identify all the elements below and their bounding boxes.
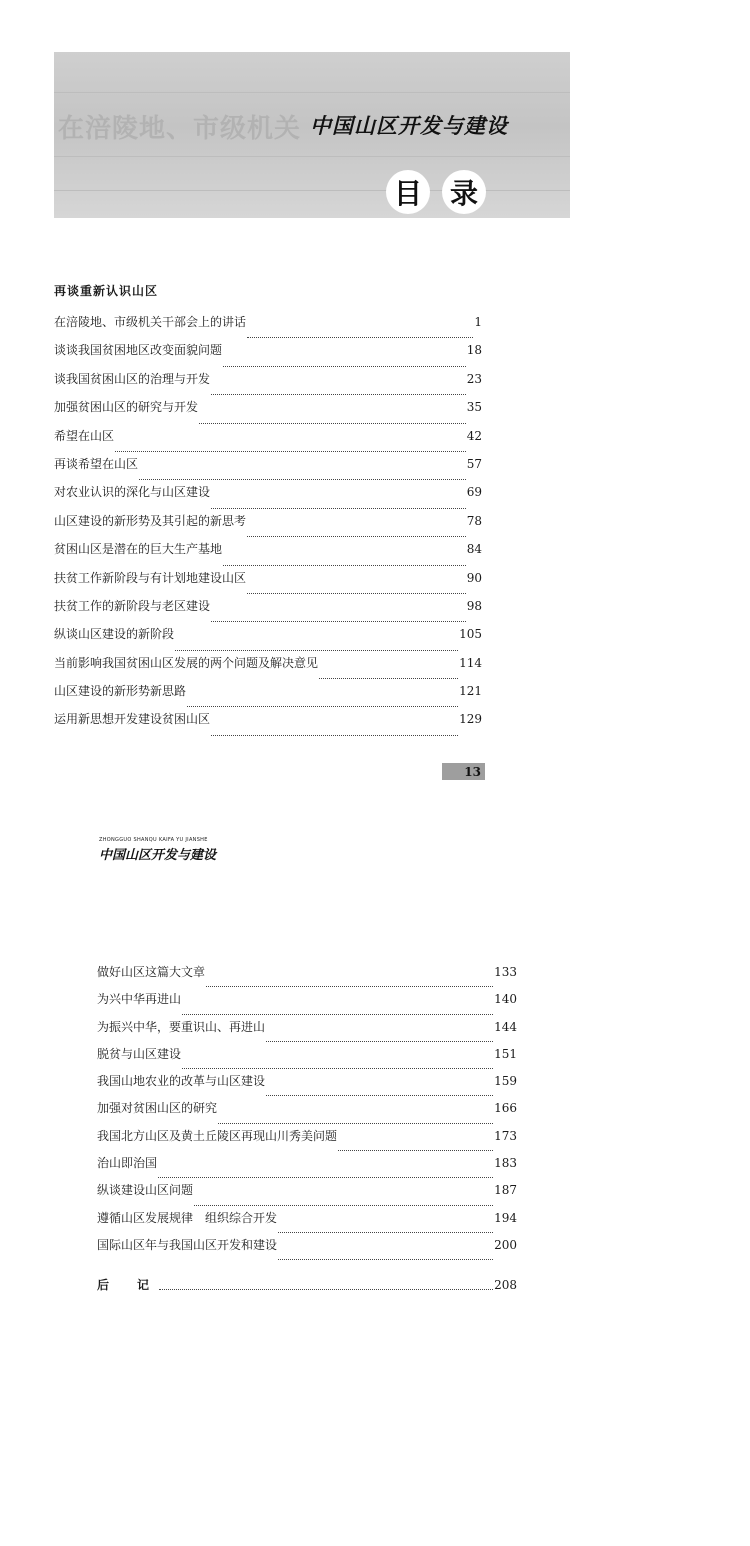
header-banner	[54, 52, 570, 218]
toc-entry-title: 希望在山区	[54, 428, 115, 443]
toc-entry[interactable]	[54, 398, 482, 426]
running-header-logo: 中国山区开发与建设	[99, 848, 217, 863]
dot-leader	[194, 1204, 493, 1206]
toc-entry-title: 扶贫工作新阶段与有计划地建设山区	[54, 570, 247, 585]
toc-entry-title: 再谈希望在山区	[54, 456, 139, 471]
toc-entry-page: 121	[459, 684, 482, 699]
toc-entry-page: 78	[466, 513, 482, 528]
dot-leader	[115, 450, 466, 452]
toc-entry-title: 加强贫困山区的研究与开发	[54, 400, 199, 415]
toc-entry-title: 山区建设的新形势及其引起的新思考	[54, 513, 247, 528]
toc-entry-title: 治山即治国	[97, 1156, 158, 1171]
toc-title-circle-lu: 录	[442, 170, 486, 214]
toc-entry-title: 扶贫工作的新阶段与老区建设	[54, 598, 211, 613]
toc-entry-title: 国际山区年与我国山区开发和建设	[97, 1237, 278, 1252]
toc-entry-title: 当前影响我国贫困山区发展的两个问题及解决意见	[54, 655, 319, 670]
dot-leader	[266, 1040, 493, 1042]
dot-leader	[218, 1122, 493, 1124]
dot-leader	[139, 478, 466, 480]
dot-leader	[211, 620, 466, 622]
toc-entry[interactable]	[97, 1018, 517, 1045]
toc-entry[interactable]	[97, 1099, 517, 1126]
toc-entry-title: 山区建设的新形势新思路	[54, 684, 187, 699]
dot-leader	[175, 649, 458, 651]
toc-entry[interactable]	[54, 569, 482, 597]
toc-entry[interactable]	[97, 1127, 517, 1154]
dot-leader	[187, 705, 458, 707]
toc-entry[interactable]	[54, 483, 482, 511]
toc-entry-title: 谈我国贫困山区的治理与开发	[54, 371, 211, 386]
toc-entry-page: 84	[466, 542, 482, 557]
toc-entry[interactable]	[54, 654, 482, 682]
toc-entry[interactable]	[54, 370, 482, 398]
page-number: 13	[442, 763, 485, 780]
toc-entry-title: 纵谈山区建设的新阶段	[54, 627, 175, 642]
dot-leader	[338, 1149, 493, 1151]
toc-entry-page: 42	[466, 428, 482, 443]
toc-entry-page: 140	[494, 992, 517, 1007]
toc-list	[97, 963, 517, 1263]
dot-leader	[182, 1013, 493, 1015]
toc-entry-page: 69	[466, 485, 482, 500]
toc-entry-title: 贫困山区是潜在的巨大生产基地	[54, 542, 223, 557]
dot-leader	[159, 1288, 493, 1290]
toc-entry[interactable]	[54, 710, 482, 738]
toc-entry[interactable]	[54, 625, 482, 653]
dot-leader	[206, 985, 493, 987]
running-header-pinyin: ZHONGGUO SHANQU KAIFA YU JIANSHE	[99, 837, 208, 843]
toc-entry-title: 对农业认识的深化与山区建设	[54, 485, 211, 500]
dot-leader	[223, 564, 466, 566]
dot-leader	[278, 1258, 493, 1260]
toc-entry-title: 遵循山区发展规律 组织综合开发	[97, 1210, 278, 1225]
toc-entry-page: 98	[466, 598, 482, 613]
dot-leader	[199, 422, 466, 424]
toc-entry[interactable]	[54, 455, 482, 483]
toc-entry-page: 173	[494, 1128, 517, 1143]
toc-entry[interactable]	[97, 963, 517, 990]
toc-entry[interactable]	[54, 540, 482, 568]
toc-entry-page: 35	[466, 400, 482, 415]
toc-entry-page: 105	[459, 627, 482, 642]
toc-entry-page: 144	[494, 1019, 517, 1034]
dot-leader	[278, 1231, 493, 1233]
banner-ghost-text: 在涪陵地、市级机关	[58, 114, 302, 144]
toc-entry[interactable]	[97, 1045, 517, 1072]
dot-leader	[247, 535, 466, 537]
section-heading: 再谈重新认识山区	[54, 284, 159, 298]
toc-entry-page: 18	[466, 343, 482, 358]
banner-rule	[54, 92, 570, 93]
toc-entry[interactable]	[97, 990, 517, 1017]
toc-entry-page: 57	[466, 456, 482, 471]
toc-entry-afterword[interactable]	[97, 1276, 517, 1293]
toc-entry[interactable]	[54, 682, 482, 710]
toc-page-2	[0, 790, 750, 1546]
dot-leader	[211, 507, 466, 509]
toc-entry-page: 187	[494, 1183, 517, 1198]
toc-entry-page: 166	[494, 1101, 517, 1116]
book-title-logo: 中国山区开发与建设	[310, 113, 508, 138]
toc-entry-title: 纵谈建设山区问题	[97, 1183, 194, 1198]
toc-entry-title: 我国山地农业的改革与山区建设	[97, 1074, 266, 1089]
toc-entry[interactable]	[54, 597, 482, 625]
dot-leader	[211, 393, 466, 395]
toc-entry-title: 后 记	[97, 1278, 158, 1292]
banner-rule	[54, 190, 570, 191]
toc-entry-page: 159	[494, 1074, 517, 1089]
dot-leader	[319, 677, 458, 679]
toc-entry-page: 90	[466, 570, 482, 585]
toc-entry-title: 在涪陵地、市级机关干部会上的讲话	[54, 315, 247, 329]
toc-entry-title: 谈谈我国贫困地区改变面貌问题	[54, 343, 223, 358]
toc-entry[interactable]	[97, 1236, 517, 1263]
toc-entry[interactable]	[54, 313, 482, 341]
toc-entry[interactable]	[54, 341, 482, 369]
toc-entry-page: 194	[494, 1210, 517, 1225]
dot-leader	[247, 592, 466, 594]
dot-leader	[223, 365, 466, 367]
toc-entry-page: 200	[494, 1237, 517, 1252]
toc-entry-page: 23	[466, 371, 482, 386]
toc-entry-title: 脱贫与山区建设	[97, 1046, 182, 1061]
toc-entry-page: 133	[494, 965, 517, 979]
toc-entry-page: 129	[459, 712, 482, 727]
toc-entry[interactable]	[97, 1209, 517, 1236]
dot-leader	[182, 1067, 493, 1069]
toc-entry-title: 为振兴中华，要重识山、再进山	[97, 1019, 266, 1034]
toc-entry-page: 151	[494, 1046, 517, 1061]
dot-leader	[247, 336, 473, 338]
toc-entry-title: 我国北方山区及黄土丘陵区再现山川秀美问题	[97, 1128, 338, 1143]
toc-entry[interactable]	[97, 1072, 517, 1099]
toc-entry-title: 加强对贫困山区的研究	[97, 1101, 218, 1116]
dot-leader	[211, 734, 458, 736]
toc-entry-page: 114	[459, 655, 482, 670]
toc-entry-title: 运用新思想开发建设贫困山区	[54, 712, 211, 727]
toc-entry[interactable]	[54, 512, 482, 540]
toc-entry-title: 做好山区这篇大文章	[97, 965, 206, 979]
dot-leader	[266, 1094, 493, 1096]
toc-list	[54, 313, 482, 739]
toc-entry-page: 1	[474, 315, 482, 329]
toc-entry-page: 208	[494, 1278, 517, 1292]
toc-entry-page: 183	[494, 1156, 517, 1171]
toc-entry-title: 为兴中华再进山	[97, 992, 182, 1007]
toc-entry[interactable]	[54, 427, 482, 455]
dot-leader	[158, 1176, 493, 1178]
banner-rule	[54, 156, 570, 157]
toc-title-circle-mu: 目	[386, 170, 430, 214]
toc-entry[interactable]	[97, 1181, 517, 1208]
toc-entry[interactable]	[97, 1154, 517, 1181]
